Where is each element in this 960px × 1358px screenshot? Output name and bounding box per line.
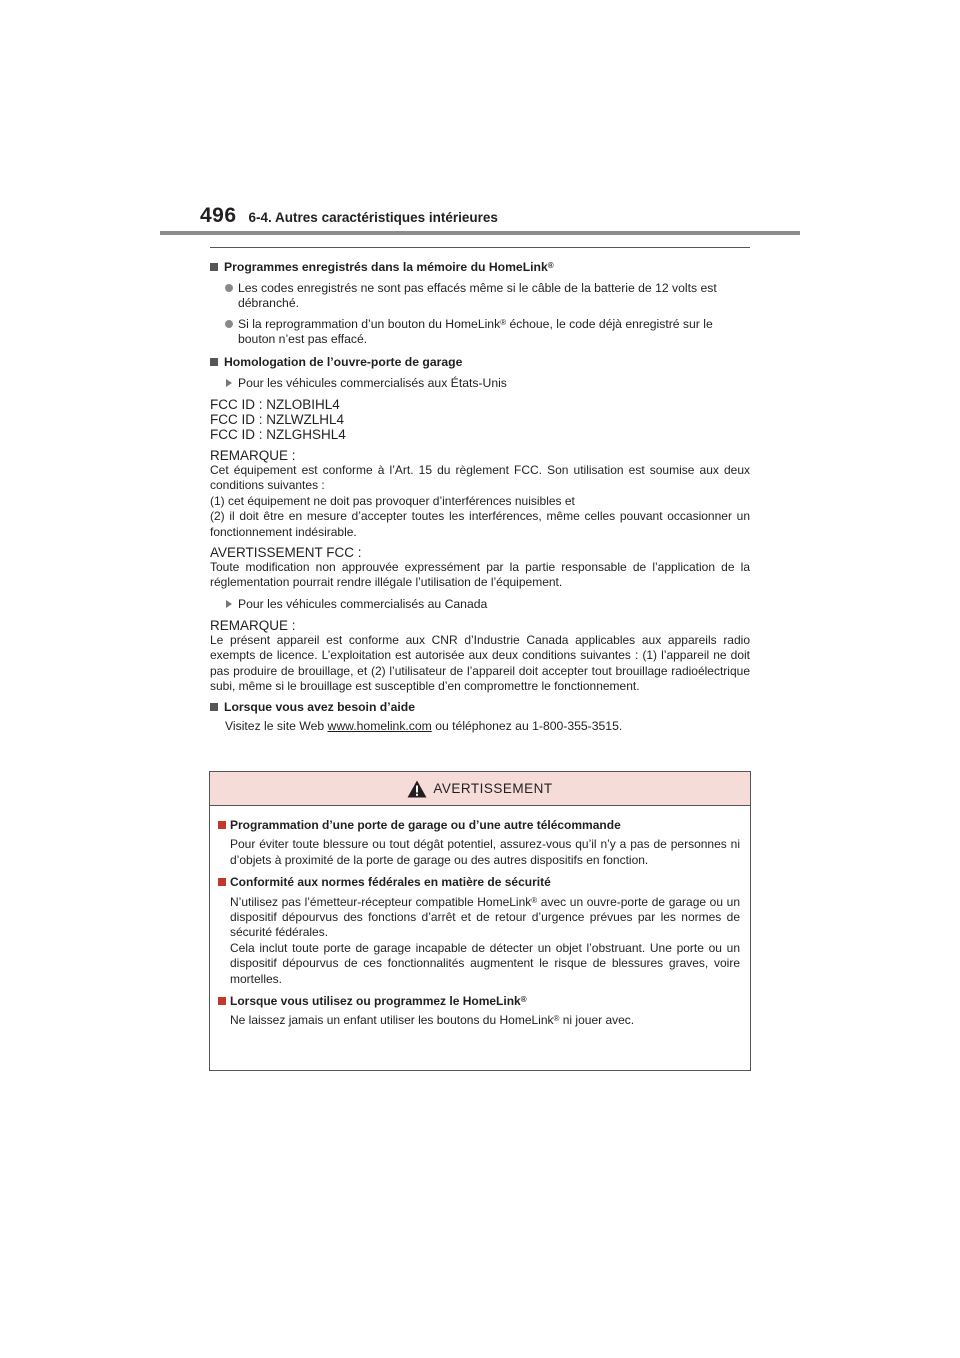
content-rule <box>210 247 750 248</box>
circle-bullet-icon <box>225 284 233 292</box>
list-item: Si la reprogrammation d’un bouton du HomeLink® échoue, le code déjà enregistré sur le bouton n’est pas effacé. <box>210 317 750 347</box>
fcc-warning: AVERTISSEMENT FCC : Toute modification non approuvée expressément par la partie responsable de l’application de la réglementation pourrait rendre illégale l’utilisation de l’équipement. <box>210 545 750 590</box>
triangle-right-icon <box>226 600 232 608</box>
header-rule <box>160 231 800 235</box>
square-bullet-icon <box>218 997 226 1005</box>
page-number: 496 <box>200 204 237 227</box>
sub-heading-canada: Pour les véhicules commercialisés au Canada <box>210 597 750 612</box>
warning-paragraph: Ne laissez jamais un enfant utiliser les boutons du HomeLink® ni jouer avec. <box>230 1013 635 1028</box>
heading-memory: Programmes enregistrés dans la mémoire du HomeLink® <box>210 260 750 275</box>
warning-body <box>210 806 750 1029</box>
square-bullet-icon <box>210 703 218 711</box>
homelink-website-link[interactable]: www.homelink.com <box>327 719 432 734</box>
warning-box <box>209 771 751 1071</box>
warning-heading-use: Lorsque vous utilisez ou programmez le HomeLink® <box>218 994 740 1009</box>
list-item: Les codes enregistrés ne sont pas effacés même si le câble de la batterie de 12 volts est débranché. <box>210 281 750 311</box>
warning-paragraph: N’utilisez pas l’émetteur-récepteur compatible HomeLink® avec un ouvre-porte de garage ou un dispositif dépourvus des fonctions d’arrêt et de retour d’urgence prévues par les normes de sécurité fédérales. <box>230 894 740 940</box>
us-remarque: REMARQUE : Cet équipement est conforme à l’Art. 15 du règlement FCC. Son utilisation est soumise aux deux conditions suivantes : (1) cet équipement ne doit pas provoquer d’interférences nuisibles et (2) il doit être en mesure d’accepter toutes les interférences, même celles pouvant occasionner un fonctionnement indésirable. <box>210 448 750 539</box>
square-bullet-icon <box>218 878 226 886</box>
canada-remarque: REMARQUE : Le présent appareil est conforme aux CNR d’Industrie Canada applicables aux appareils radio exempts de licence. L’exploitation est autorisée aux deux conditions suivantes : (1) l’appareil ne doit pas produire de brouillage, et (2) l’utilisateur de l’appareil doit accepter tout brouillage radioélectrique subi, même si le brouillage est susceptible d’en compromettre le fonctionnement. <box>210 617 750 694</box>
warning-paragraph: Cela inclut toute porte de garage incapable de détecter un objet l’obstruant. Une porte ou un dispositif dépourvus de ces fonctionnalités augmentent le risque de blessures graves, voire mortelles. <box>230 940 740 986</box>
warning-paragraph: Pour éviter toute blessure ou tout dégât potentiel, assurez-vous qu’il n’y a pas de personnes ni d’objets à proximité de la porte de garage ou des autres dispositifs en fonction. <box>230 837 740 867</box>
warning-title: AVERTISSEMENT <box>433 781 553 796</box>
fcc-id-list: FCC ID : NZLOBIHL4 FCC ID : NZLWZLHL4 FCC ID : NZLGHSHL4 <box>210 397 346 442</box>
page-header <box>200 204 498 228</box>
registered-mark: ® <box>547 261 554 270</box>
warning-triangle-icon <box>407 780 427 798</box>
square-bullet-icon <box>218 821 226 829</box>
heading-help: Lorsque vous avez besoin d’aide <box>210 700 750 715</box>
warning-header <box>210 772 750 806</box>
circle-bullet-icon <box>225 320 233 328</box>
main-content <box>210 256 750 734</box>
square-bullet-icon <box>210 263 218 271</box>
square-bullet-icon <box>210 358 218 366</box>
triangle-right-icon <box>226 379 232 387</box>
warning-heading-compliance: Conformité aux normes fédérales en matière de sécurité <box>218 875 740 890</box>
help-text: Visitez le site Web www.homelink.com ou téléphonez au 1-800-355-3515. <box>225 719 623 734</box>
heading-homologation: Homologation de l’ouvre-porte de garage <box>210 355 750 370</box>
warning-heading-programming: Programmation d’une porte de garage ou d’une autre télécommande <box>218 818 740 833</box>
sub-heading-us: Pour les véhicules commercialisés aux États-Unis <box>210 376 750 391</box>
section-title: 6-4. Autres caractéristiques intérieures <box>248 210 498 225</box>
